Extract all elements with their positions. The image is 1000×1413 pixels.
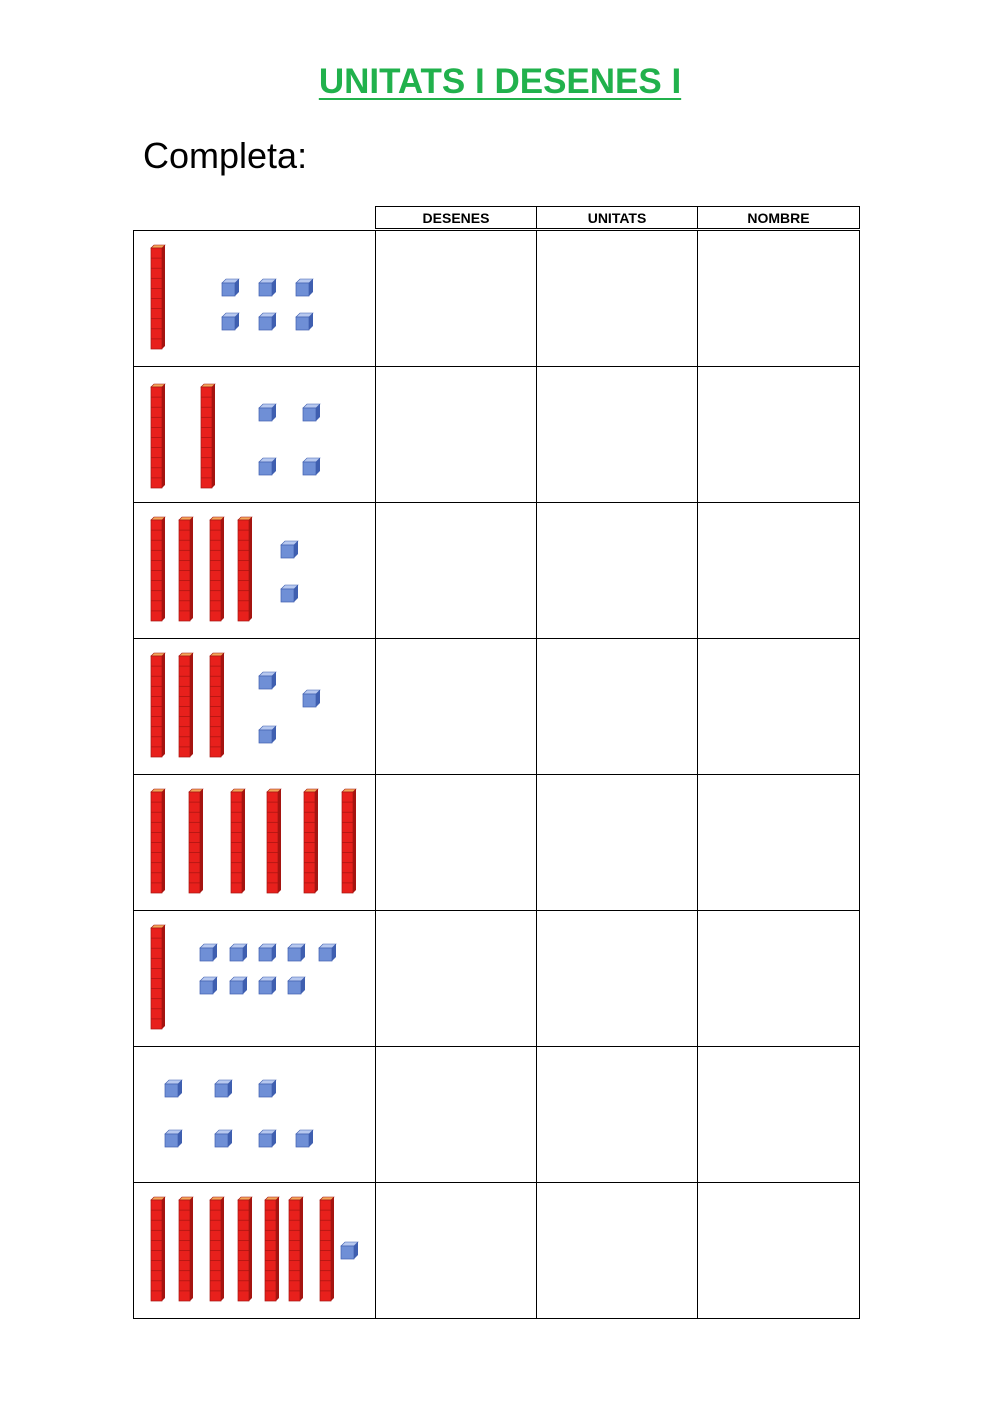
base-ten-blocks — [134, 503, 377, 640]
ten-rod-icon — [231, 789, 245, 893]
ten-rod-icon — [201, 384, 215, 488]
unit-cube-icon — [200, 944, 217, 961]
base-ten-blocks — [134, 231, 377, 368]
unit-cube-icon — [230, 944, 247, 961]
unit-cube-icon — [296, 313, 313, 330]
blocks-picture-cell — [133, 774, 376, 911]
table-row — [133, 774, 860, 911]
nombre-answer-cell[interactable] — [697, 366, 860, 503]
unit-cube-icon — [303, 690, 320, 707]
unit-cube-icon — [230, 977, 247, 994]
unit-cube-icon — [259, 404, 276, 421]
unit-cube-icon — [215, 1080, 232, 1097]
instruction-text: Completa: — [143, 135, 308, 176]
ten-rod-icon — [151, 925, 165, 1029]
unitats-answer-cell[interactable] — [536, 366, 698, 503]
base-ten-blocks — [134, 1047, 377, 1184]
ten-rod-icon — [265, 1197, 279, 1301]
ten-rod-icon — [320, 1197, 334, 1301]
ten-rod-icon — [238, 517, 252, 621]
unitats-answer-cell[interactable] — [536, 1046, 698, 1183]
table-row — [133, 502, 860, 639]
ten-rod-icon — [179, 1197, 193, 1301]
table-row — [133, 1182, 860, 1319]
table-row — [133, 638, 860, 775]
unit-cube-icon — [296, 1130, 313, 1147]
unitats-answer-cell[interactable] — [536, 774, 698, 911]
unit-cube-icon — [341, 1242, 358, 1259]
ten-rod-icon — [151, 384, 165, 488]
unit-cube-icon — [296, 279, 313, 296]
ten-rod-icon — [210, 653, 224, 757]
desenes-answer-cell[interactable] — [375, 1182, 537, 1319]
desenes-answer-cell[interactable] — [375, 230, 537, 367]
unit-cube-icon — [222, 313, 239, 330]
ten-rod-icon — [151, 517, 165, 621]
nombre-answer-cell[interactable] — [697, 638, 860, 775]
unit-cube-icon — [222, 279, 239, 296]
unitats-answer-cell[interactable] — [536, 502, 698, 639]
unit-cube-icon — [303, 404, 320, 421]
nombre-answer-cell[interactable] — [697, 502, 860, 639]
base-ten-blocks — [134, 775, 377, 912]
desenes-answer-cell[interactable] — [375, 1046, 537, 1183]
ten-rod-icon — [179, 653, 193, 757]
unit-cube-icon — [303, 458, 320, 475]
desenes-answer-cell[interactable] — [375, 502, 537, 639]
unit-cube-icon — [259, 944, 276, 961]
unit-cube-icon — [319, 944, 336, 961]
unitats-answer-cell[interactable] — [536, 638, 698, 775]
blocks-picture-cell — [133, 502, 376, 639]
unit-cube-icon — [281, 541, 298, 558]
desenes-answer-cell[interactable] — [375, 774, 537, 911]
nombre-answer-cell[interactable] — [697, 774, 860, 911]
blocks-picture-cell — [133, 638, 376, 775]
table-row — [133, 366, 860, 503]
table-row — [133, 230, 860, 367]
ten-rod-icon — [151, 245, 165, 349]
unit-cube-icon — [288, 944, 305, 961]
unit-cube-icon — [215, 1130, 232, 1147]
unit-cube-icon — [259, 726, 276, 743]
base-ten-blocks — [134, 911, 377, 1048]
unitats-answer-cell[interactable] — [536, 910, 698, 1047]
header-nombre: NOMBRE — [697, 206, 860, 229]
blocks-picture-cell — [133, 1182, 376, 1319]
ten-rod-icon — [304, 789, 318, 893]
nombre-answer-cell[interactable] — [697, 230, 860, 367]
unit-cube-icon — [259, 977, 276, 994]
unit-cube-icon — [259, 1080, 276, 1097]
header-desenes: DESENES — [375, 206, 537, 229]
ten-rod-icon — [238, 1197, 252, 1301]
ten-rod-icon — [179, 517, 193, 621]
blocks-picture-cell — [133, 366, 376, 503]
nombre-answer-cell[interactable] — [697, 1182, 860, 1319]
desenes-answer-cell[interactable] — [375, 910, 537, 1047]
ten-rod-icon — [267, 789, 281, 893]
unit-cube-icon — [259, 279, 276, 296]
ten-rod-icon — [151, 789, 165, 893]
ten-rod-icon — [151, 1197, 165, 1301]
unit-cube-icon — [281, 585, 298, 602]
header-unitats: UNITATS — [536, 206, 698, 229]
unit-cube-icon — [288, 977, 305, 994]
ten-rod-icon — [210, 517, 224, 621]
nombre-answer-cell[interactable] — [697, 1046, 860, 1183]
table-row — [133, 910, 860, 1047]
desenes-answer-cell[interactable] — [375, 638, 537, 775]
blocks-picture-cell — [133, 910, 376, 1047]
unit-cube-icon — [259, 313, 276, 330]
ten-rod-icon — [210, 1197, 224, 1301]
unit-cube-icon — [259, 672, 276, 689]
ten-rod-icon — [289, 1197, 303, 1301]
exercise-table — [133, 206, 860, 1318]
blocks-picture-cell — [133, 230, 376, 367]
nombre-answer-cell[interactable] — [697, 910, 860, 1047]
base-ten-blocks — [134, 639, 377, 776]
worksheet-title: UNITATS I DESENES I — [318, 62, 682, 101]
unit-cube-icon — [259, 1130, 276, 1147]
table-row — [133, 1046, 860, 1183]
base-ten-blocks — [134, 367, 377, 504]
ten-rod-icon — [342, 789, 356, 893]
base-ten-blocks — [134, 1183, 377, 1320]
ten-rod-icon — [189, 789, 203, 893]
desenes-answer-cell[interactable] — [375, 366, 537, 503]
unit-cube-icon — [259, 458, 276, 475]
unitats-answer-cell[interactable] — [536, 230, 698, 367]
unit-cube-icon — [200, 977, 217, 994]
blocks-picture-cell — [133, 1046, 376, 1183]
unit-cube-icon — [165, 1080, 182, 1097]
ten-rod-icon — [151, 653, 165, 757]
unit-cube-icon — [165, 1130, 182, 1147]
unitats-answer-cell[interactable] — [536, 1182, 698, 1319]
